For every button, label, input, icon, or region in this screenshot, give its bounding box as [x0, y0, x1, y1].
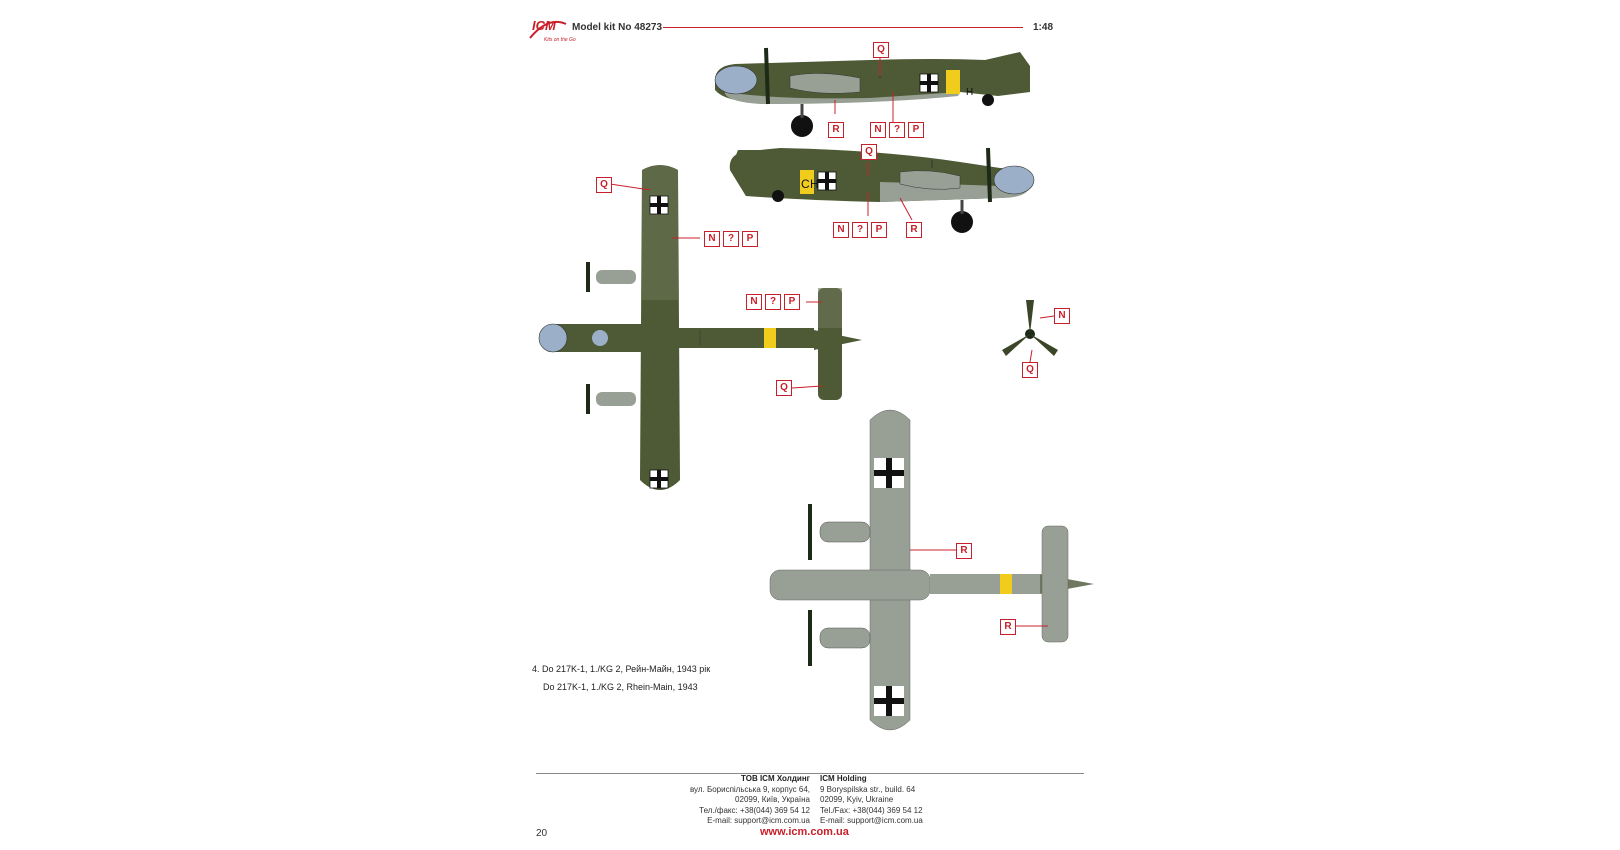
callout-n-side2: N [833, 222, 849, 238]
website-link[interactable]: www.icm.com.ua [760, 826, 849, 838]
scale-label: 1:48 [1033, 22, 1054, 33]
leader-r2 [900, 198, 912, 220]
tail-code-side-top: H [966, 87, 974, 98]
callout-question-side2: ? [852, 222, 868, 238]
kit-number: Model kit No 48273 [572, 22, 663, 33]
footer-ua-company: ТОВ ICM Холдинг [741, 774, 810, 783]
callout-p-top2: P [784, 294, 800, 310]
callout-r-side1: R [828, 122, 844, 138]
side-view-right [730, 148, 1034, 233]
propeller-diagram [1002, 300, 1058, 356]
footer-en [820, 774, 1040, 827]
callout-q-top: Q [596, 177, 612, 193]
footer-ua-phone: Тел./факс: +38(044) 369 54 12 [699, 805, 810, 815]
brand-tagline: Kits on the Go [544, 37, 576, 43]
caption-english: Do 217K-1, 1./KG 2, Rhein-Main, 1943 [543, 682, 698, 692]
footer-ua-address1: вул. Бориспільська 9, корпус 64, [689, 784, 810, 794]
footer-ua-address2: 02099, Київ, Україна [735, 795, 810, 804]
leader-n-prop [1040, 316, 1054, 318]
top-view [539, 165, 862, 490]
footer-en-address1: 9 Boryspilska str., build. 64 [820, 784, 916, 794]
callout-q-side1: Q [873, 42, 889, 58]
footer-ua [600, 774, 810, 827]
callout-question-side1: ? [889, 122, 905, 138]
footer-en-phone: Tel./Fax: +38(044) 369 54 12 [820, 805, 923, 815]
cockpit-code-side: C [801, 177, 810, 191]
callout-r-bottom2: R [1000, 619, 1016, 635]
footer-en-company: ICM Holding [820, 774, 867, 783]
bottom-view [770, 410, 1094, 730]
footer-en-address2: 02099, Kyiv, Ukraine [820, 795, 894, 804]
brand-name: ICM [532, 18, 556, 33]
callout-n-top2: N [746, 294, 762, 310]
callout-p-top: P [742, 231, 758, 247]
callout-r-side2: R [906, 222, 922, 238]
callout-n-top: N [704, 231, 720, 247]
footer-en-email: E-mail: support@icm.com.ua [820, 816, 923, 825]
callout-question-top: ? [723, 231, 739, 247]
callout-n-side1: N [870, 122, 886, 138]
tail-code-side: H [810, 177, 819, 191]
callout-q-top2: Q [776, 380, 792, 396]
leader-q4 [792, 386, 822, 388]
callout-question-top2: ? [765, 294, 781, 310]
callout-p-side1: P [908, 122, 924, 138]
callout-r-bottom1: R [956, 543, 972, 559]
callout-n-prop: N [1054, 308, 1070, 324]
footer-ua-email: E-mail: support@icm.com.ua [707, 816, 810, 825]
leader-q-prop [1030, 350, 1032, 362]
caption-ukrainian: 4. Do 217K-1, 1./KG 2, Рейн-Майн, 1943 рік [532, 664, 711, 674]
callout-q-prop: Q [1022, 362, 1038, 378]
callout-q-side2: Q [861, 144, 877, 160]
callout-p-side2: P [871, 222, 887, 238]
page-number: 20 [536, 828, 548, 839]
